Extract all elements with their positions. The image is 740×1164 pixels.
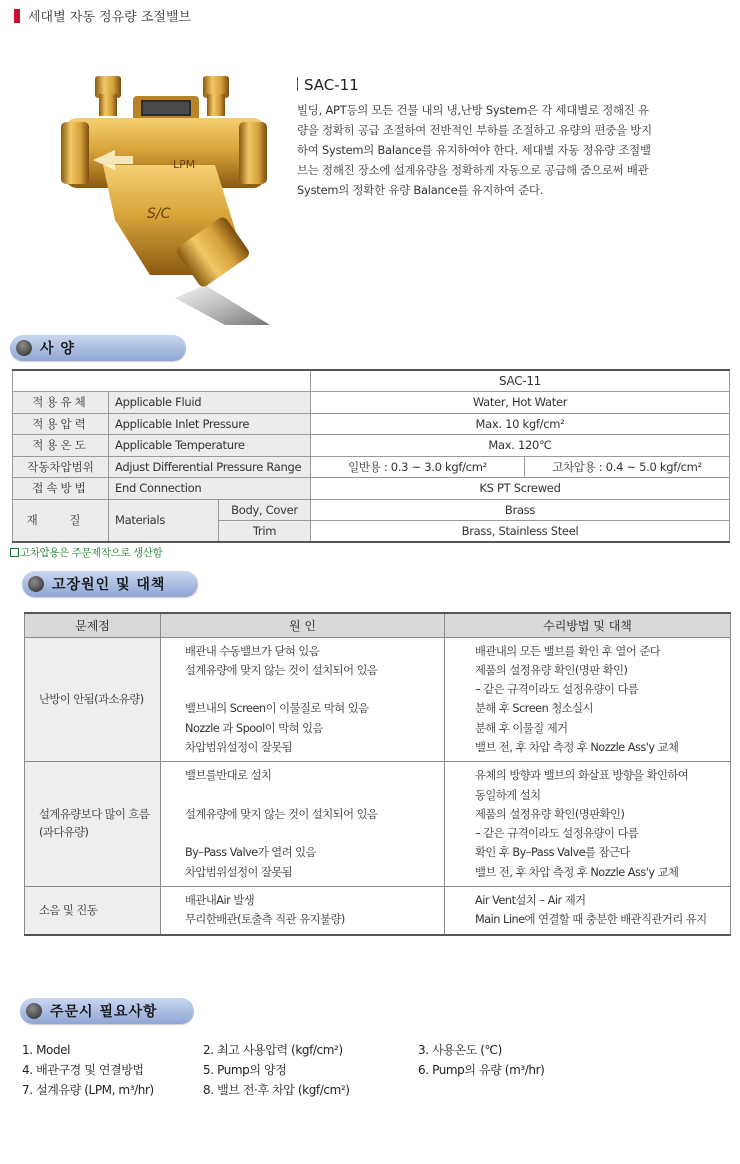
fix-line: – 같은 규격이라도 설정유량이 다름 [475, 683, 639, 697]
table-row [25, 887, 731, 935]
valve-product-image [55, 70, 290, 325]
spec-value: Water, Hot Water [311, 392, 730, 414]
description-line: 빌딩, APT등의 모든 건물 내의 냉,난방 System은 각 세대별로 정해진 유 [297, 103, 649, 117]
fix-line: Air Vent설치 – Air 제거 [475, 894, 586, 908]
fix-line: – 같은 규격이라도 설정유량이 다름 [475, 827, 639, 841]
problem-cell: 난방이 안됨(과소유량) [25, 637, 161, 762]
order-row [22, 1040, 722, 1060]
problem-cell: 소음 및 진동 [25, 887, 161, 935]
spec-table [12, 369, 730, 543]
model-name-text: SAC-11 [304, 76, 359, 94]
spec-label-en: Applicable Fluid [109, 392, 311, 414]
table-row [13, 413, 730, 435]
spec-note-text: 고차압용은 주문제작으로 생산함 [20, 547, 163, 559]
description-line: 량을 정확히 공급 조절하여 전반적인 부하를 조절하고 유량의 편중을 방지 [297, 123, 652, 137]
order-row [22, 1080, 722, 1100]
column-header: 수리방법 및 대책 [445, 613, 731, 637]
cause-line: 차압범위설정이 잘못됨 [185, 865, 293, 879]
order-item: 4. 배관구경 및 연결방법 [22, 1063, 144, 1077]
cause-line: 배관내 수동밸브가 닫혀 있음 [185, 644, 320, 658]
table-header-row [25, 613, 731, 637]
trouble-table [24, 612, 731, 936]
spec-value: 일반용 : 0.3 ~ 3.0 kgf/cm² [311, 456, 525, 478]
cause-line: By–Pass Valve가 열려 있음 [185, 846, 316, 860]
fix-line: 배관내의 모든 밸브를 확인 후 열어 준다 [475, 644, 661, 658]
table-row [13, 435, 730, 457]
cause-line: 밸브를반대로 설치 [185, 769, 272, 783]
cause-line: 밸브내의 Screen이 이물질로 막혀 있음 [185, 702, 369, 716]
problem-cell: 설계유량보다 많이 흐름 (과다유량) [25, 762, 161, 887]
fix-line: 분해 후 이물질 제거 [475, 721, 568, 735]
fix-line: 분해 후 Screen 청소실시 [475, 702, 594, 716]
fix-line: 제품의 설정유량 확인(명판확인) [475, 807, 625, 821]
spec-label-kr: 접속방법 [13, 478, 109, 500]
fix-cell [445, 887, 731, 935]
spec-sub-label: Trim [219, 521, 311, 543]
spec-label-kr: 작동차압범위 [13, 456, 109, 478]
spacer [185, 786, 436, 805]
svg-text:S/C: S/C [147, 206, 171, 222]
section-title: 고장원인 및 대책 [52, 577, 166, 593]
table-row [25, 762, 731, 887]
description-line: 하여 System의 Balance를 유지하여야 한다. 세대별 자동 정유량 조절밸 [297, 143, 651, 157]
spec-value: Brass [311, 499, 730, 521]
section-title: 사 양 [40, 341, 75, 357]
bullet-icon [28, 576, 44, 592]
spec-value: 고차압용 : 0.4 ~ 5.0 kgf/cm² [525, 456, 730, 478]
spec-model-header: SAC-11 [311, 370, 730, 392]
bullet-icon [16, 340, 32, 356]
table-row [25, 637, 731, 762]
order-row [22, 1060, 722, 1080]
spec-label-en: Applicable Temperature [109, 435, 311, 457]
page-title [14, 6, 191, 25]
order-item: 7. 설계유량 (LPM, m³/hr) [22, 1083, 154, 1097]
description-line: System의 정확한 유량 Balance를 유지하여 준다. [297, 183, 544, 197]
spec-label-en: Adjust Differential Pressure Range [109, 456, 311, 478]
description-line: 브는 정해진 장소에 설계유량을 정확하게 자동으로 공급해 줌으로써 배관 [297, 163, 649, 177]
fix-line: 확인 후 By–Pass Valve를 잠근다 [475, 846, 630, 860]
cause-cell [161, 762, 445, 887]
order-item: 6. Pump의 유량 (m³/hr) [418, 1063, 545, 1077]
fix-line: 유체의 방향과 밸브의 화살표 방향을 확인하여 [475, 769, 689, 783]
order-requirements [22, 1040, 722, 1100]
spec-label-en: End Connection [109, 478, 311, 500]
title-marker [14, 9, 20, 23]
spec-sub-label: Body, Cover [219, 499, 311, 521]
model-divider [297, 77, 298, 91]
page-title-text: 세대별 자동 정유량 조절밸브 [28, 10, 192, 25]
spec-label-en: Materials [109, 499, 219, 542]
spec-value: Max. 120℃ [311, 435, 730, 457]
order-item: 3. 사용온도 (℃) [418, 1043, 502, 1057]
product-description [297, 100, 717, 200]
spec-value: Brass, Stainless Steel [311, 521, 730, 543]
model-name [297, 76, 359, 94]
spec-label-kr: 재 질 [13, 499, 109, 542]
svg-text:LPM: LPM [173, 158, 196, 171]
spec-label-kr: 적용온도 [13, 435, 109, 457]
column-header: 문제점 [25, 613, 161, 637]
cause-line: 설계유량에 맞지 않는 것이 설치되어 있음 [185, 807, 378, 821]
spec-label-en: Applicable Inlet Pressure [109, 413, 311, 435]
fix-cell [445, 637, 731, 762]
table-row [13, 456, 730, 478]
cause-line: 차압범위설정이 잘못됨 [185, 740, 293, 754]
cause-line: Nozzle 과 Spool이 막혀 있음 [185, 721, 323, 735]
cause-line: 무리한배관(토출측 직관 유지불량) [185, 913, 345, 927]
section-title: 주문시 필요사항 [50, 1004, 158, 1020]
column-header: 원 인 [161, 613, 445, 637]
spec-label-kr: 적용유체 [13, 392, 109, 414]
order-section-header [20, 998, 194, 1024]
fix-line: Main Line에 연결할 때 충분한 배관직관거리 유지 [475, 913, 707, 927]
spec-value: KS PT Screwed [311, 478, 730, 500]
table-row [13, 370, 730, 392]
trouble-section-header [22, 571, 198, 597]
checkbox-icon [10, 548, 19, 557]
cause-line: 설계유량에 맞지 않는 것이 설치되어 있음 [185, 663, 378, 677]
cause-cell [161, 887, 445, 935]
order-item: 5. Pump의 양정 [203, 1063, 287, 1077]
table-row [13, 392, 730, 414]
spec-label-kr: 적용압력 [13, 413, 109, 435]
bullet-icon [26, 1003, 42, 1019]
fix-line: 제품의 설정유량 확인(명판 확인) [475, 663, 628, 677]
fix-line: 밸브 전, 후 차압 측정 후 Nozzle Ass'y 교체 [475, 740, 679, 754]
table-cell [13, 370, 311, 392]
order-item: 2. 최고 사용압력 (kgf/cm²) [203, 1043, 343, 1057]
spec-note [10, 545, 162, 560]
fix-cell [445, 762, 731, 887]
fix-line: 동일하게 설치 [475, 788, 541, 802]
spacer [185, 824, 436, 843]
table-row [13, 478, 730, 500]
cause-line: 배관내Air 발생 [185, 894, 255, 908]
order-item: 1. Model [22, 1043, 71, 1057]
order-item: 8. 밸브 전·후 차압 (kgf/cm²) [203, 1083, 350, 1097]
table-row [13, 499, 730, 521]
fix-line: 밸브 전, 후 차압 측정 후 Nozzle Ass'y 교체 [475, 865, 679, 879]
spacer [185, 680, 436, 699]
spec-value: Max. 10 kgf/cm² [311, 413, 730, 435]
spec-section-header [10, 335, 186, 361]
cause-cell [161, 637, 445, 762]
